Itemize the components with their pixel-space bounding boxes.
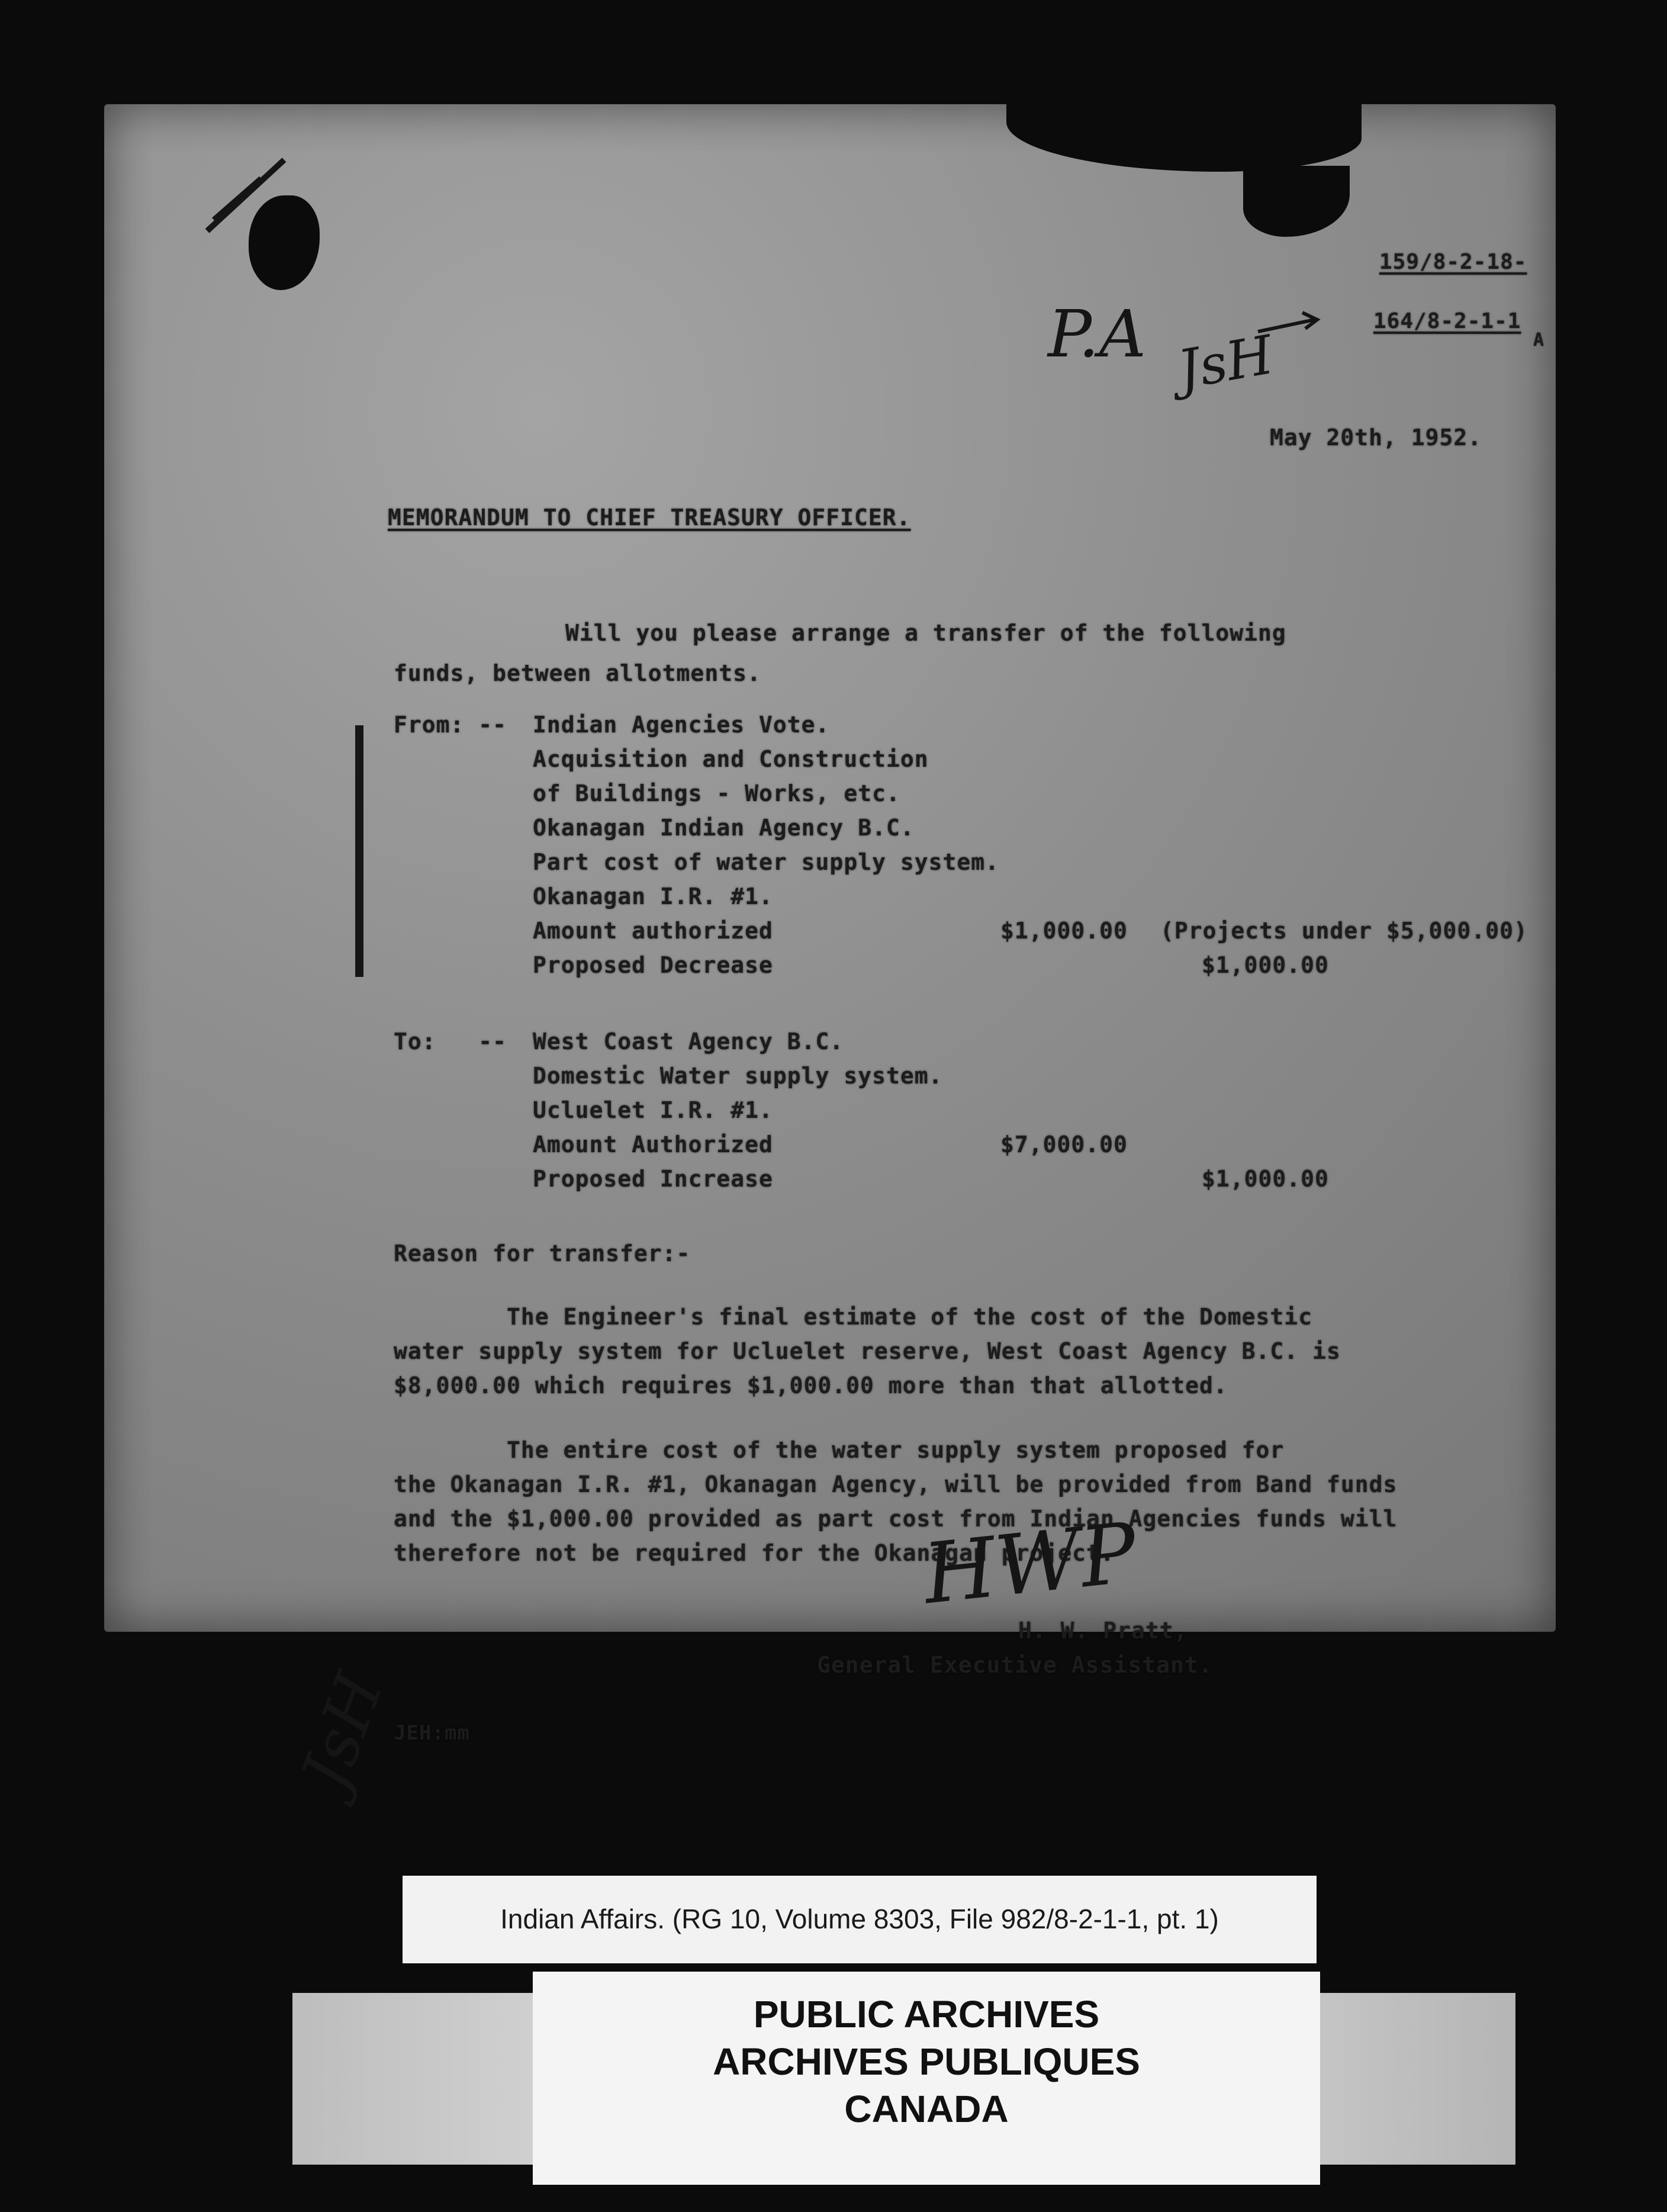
to-line-2: Domestic Water supply system. <box>533 1063 943 1089</box>
reason-label: Reason for transfer:- <box>394 1240 691 1266</box>
from-change-label: Proposed Decrease <box>533 952 773 978</box>
from-line-6: Okanagan I.R. #1. <box>533 883 773 909</box>
handwritten-pa: P.A <box>1048 296 1147 372</box>
from-line-3: of Buildings - Works, etc. <box>533 780 900 806</box>
from-amount-note: (Projects under $5,000.00) <box>1160 918 1528 944</box>
to-change-value: $1,000.00 <box>1202 1166 1329 1192</box>
reason-para2-line3: and the $1,000.00 provided as part cost from Indian Agencies funds will <box>394 1506 1398 1532</box>
memo-heading: MEMORANDUM TO CHIEF TREASURY OFFICER. <box>388 504 911 531</box>
margin-bracket <box>355 725 363 977</box>
arrow-icon <box>1255 308 1326 343</box>
from-line-5: Part cost of water supply system. <box>533 849 999 875</box>
from-line-4: Okanagan Indian Agency B.C. <box>533 815 915 841</box>
archive-stamp <box>533 1972 1320 2185</box>
archive-stamp-line-3: CANADA <box>844 2088 1009 2130</box>
from-amount-label: Amount authorized <box>533 918 773 944</box>
handwritten-initials-top: JsH <box>1173 323 1278 402</box>
reason-para2-line1: The entire cost of the water supply system proposed for <box>394 1437 1285 1463</box>
file-reference-1: 159/8-2-18- <box>1379 250 1527 274</box>
archive-reference-text: Indian Affairs. (RG 10, Volume 8303, File 982/8-2-1-1, pt. 1) <box>500 1904 1219 1934</box>
file-reference-2: 164/8-2-1-1 <box>1373 309 1521 333</box>
reason-para1-line3: $8,000.00 which requires $1,000.00 more than that allotted. <box>394 1372 1228 1398</box>
signatory-title: General Executive Assistant. <box>817 1652 1213 1678</box>
from-label: From: -- <box>394 712 507 738</box>
from-change-value: $1,000.00 <box>1202 952 1329 978</box>
handwritten-signature: HWP <box>919 1504 1141 1623</box>
to-line-1: West Coast Agency B.C. <box>533 1028 844 1054</box>
reason-para2-line4: therefore not be required for the Okanagan project. <box>394 1540 1115 1566</box>
typist-initials: JEH:mm <box>394 1721 470 1745</box>
from-amount-value: $1,000.00 <box>1000 918 1128 944</box>
to-amount-label: Amount Authorized <box>533 1131 773 1158</box>
reason-para1-line1: The Engineer's final estimate of the cost of the Domestic <box>394 1304 1313 1330</box>
intro-line-2: funds, between allotments. <box>394 660 761 686</box>
archive-reference-label <box>403 1876 1317 1963</box>
reason-para1-line2: water supply system for Ucluelet reserve, West Coast Agency B.C. is <box>394 1338 1341 1364</box>
file-reference-suffix: A <box>1533 330 1545 351</box>
archive-stamp-line-1: PUBLIC ARCHIVES <box>753 1993 1100 2036</box>
pen-stroke-icon <box>201 154 296 237</box>
handwritten-initials-bottom: JsH <box>287 1663 398 1799</box>
from-line-1: Indian Agencies Vote. <box>533 712 830 738</box>
document-date: May 20th, 1952. <box>1270 425 1482 451</box>
signatory-name: H. W. Pratt, <box>1018 1618 1188 1644</box>
to-line-3: Ucluelet I.R. #1. <box>533 1097 773 1123</box>
reason-para2-line2: the Okanagan I.R. #1, Okanagan Agency, will be provided from Band funds <box>394 1471 1398 1497</box>
to-change-label: Proposed Increase <box>533 1166 773 1192</box>
from-line-2: Acquisition and Construction <box>533 746 929 772</box>
archive-stamp-line-2: ARCHIVES PUBLIQUES <box>713 2040 1140 2083</box>
intro-line-1: Will you please arrange a transfer of the following <box>565 620 1286 646</box>
to-label: To: -- <box>394 1028 507 1054</box>
to-amount-value: $7,000.00 <box>1000 1131 1128 1158</box>
